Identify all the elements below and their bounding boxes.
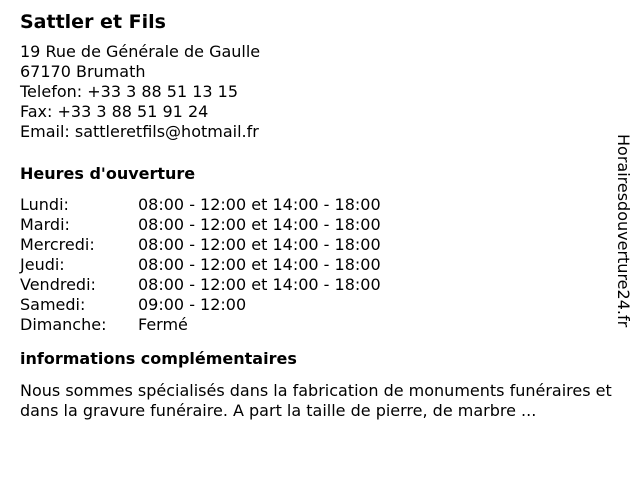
additional-info-text: Nous sommes spécialisés dans la fabrication de monuments funéraires et dans la gravure funéraire. A part la taille de pierre, de marbre ... (20, 381, 612, 420)
hours-row-monday (20, 195, 620, 215)
day-label: Vendredi: (20, 275, 96, 294)
time-value: 08:00 - 12:00 et 14:00 - 18:00 (138, 215, 381, 234)
day-label: Mercredi: (20, 235, 95, 254)
time-value: 08:00 - 12:00 et 14:00 - 18:00 (138, 255, 381, 274)
hours-row-saturday (20, 295, 620, 315)
business-name: Sattler et Fils (20, 11, 166, 33)
time-value: 08:00 - 12:00 et 14:00 - 18:00 (138, 235, 381, 254)
address-street: 19 Rue de Générale de Gaulle (20, 42, 261, 61)
time-value: 08:00 - 12:00 et 14:00 - 18:00 (138, 195, 381, 214)
opening-hours-heading: Heures d'ouverture (20, 164, 196, 183)
site-watermark: Horairesdouverture24.fr (614, 134, 633, 328)
opening-hours-table (20, 195, 620, 335)
day-label: Dimanche: (20, 315, 107, 334)
additional-info-heading: informations complémentaires (20, 349, 297, 368)
hours-row-sunday (20, 315, 620, 335)
contact-block (20, 42, 620, 142)
hours-row-friday (20, 275, 620, 295)
address-city: 67170 Brumath (20, 62, 146, 81)
hours-row-tuesday (20, 215, 620, 235)
time-value: Fermé (138, 315, 188, 334)
hours-row-thursday (20, 255, 620, 275)
phone-number: Telefon: +33 3 88 51 13 15 (20, 82, 239, 101)
fax-number: Fax: +33 3 88 51 91 24 (20, 102, 209, 121)
time-value: 09:00 - 12:00 (138, 295, 247, 314)
day-label: Lundi: (20, 195, 69, 214)
hours-row-wednesday (20, 235, 620, 255)
time-value: 08:00 - 12:00 et 14:00 - 18:00 (138, 275, 381, 294)
day-label: Samedi: (20, 295, 86, 314)
day-label: Jeudi: (20, 255, 65, 274)
day-label: Mardi: (20, 215, 70, 234)
email-address: Email: sattleretfils@hotmail.fr (20, 122, 259, 141)
business-card (20, 8, 620, 421)
